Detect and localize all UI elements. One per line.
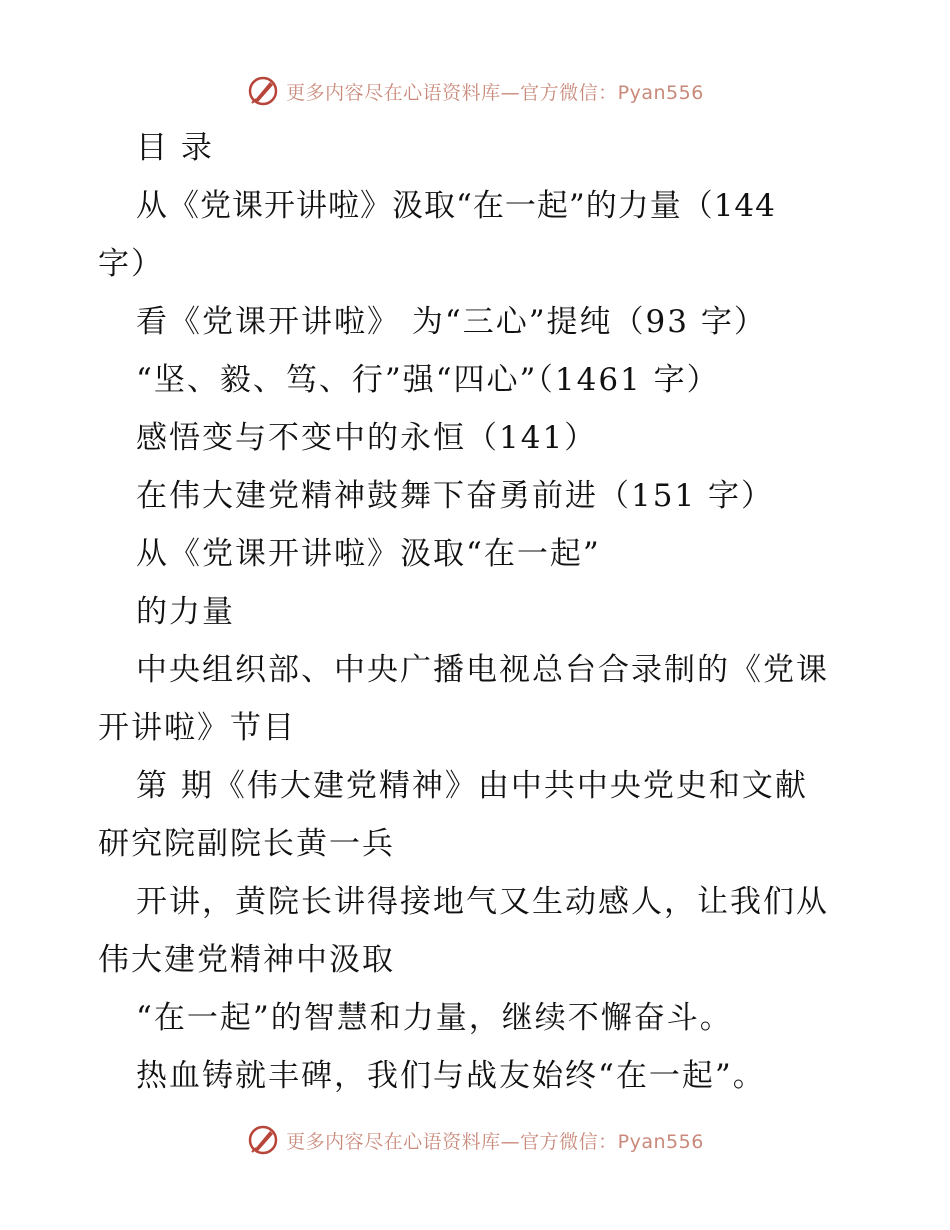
footer-watermark-text: 更多内容尽在心语资料库—官方微信：Pyan556 — [286, 1130, 704, 1153]
footer-watermark — [0, 1120, 950, 1160]
toc-entry-2: 看《党课开讲啦》 为“三心”提纯（93 字） — [136, 304, 767, 340]
toc-entry-5: 在伟大建党精神鼓舞下奋勇前进（151 字） — [136, 478, 775, 514]
toc-entry-4: 感悟变与不变中的永恒（141） — [136, 420, 598, 456]
toc-entry-1: 从《党课开讲啦》汲取“在一起”的力量（144 — [136, 188, 776, 224]
header-watermark-text: 更多内容尽在心语资料库—官方微信：Pyan556 — [286, 81, 704, 104]
paragraph-line: 开讲，黄院长讲得接地气又生动感人，让我们从 — [136, 884, 829, 920]
paragraph-line: 第 期《伟大建党精神》由中共中央党史和文献 — [136, 768, 808, 804]
header-watermark — [0, 71, 950, 111]
paragraph-line: 中央组织部、中央广播电视总台合录制的《党课 — [136, 652, 829, 688]
paragraph-line: 伟大建党精神中汲取 — [98, 942, 395, 978]
quill-pen-logo-icon — [246, 74, 280, 108]
paragraph-line: 热血铸就丰碑，我们与战友始终“在一起”。 — [136, 1058, 766, 1094]
paragraph-line: 研究院副院长黄一兵 — [98, 826, 395, 862]
paragraph-line: 开讲啦》节目 — [98, 710, 296, 746]
section-title-line-2: 的力量 — [136, 594, 235, 630]
section-title-line-1: 从《党课开讲啦》汲取“在一起” — [136, 536, 601, 572]
toc-heading: 目 录 — [136, 130, 214, 166]
quill-pen-logo-icon — [246, 1123, 280, 1157]
toc-entry-1-continued: 字） — [98, 246, 164, 282]
paragraph-line: “在一起”的智慧和力量，继续不懈奋斗。 — [136, 1000, 733, 1036]
toc-entry-3: “坚、毅、笃、行”强“四心”（1461 字） — [136, 362, 720, 398]
